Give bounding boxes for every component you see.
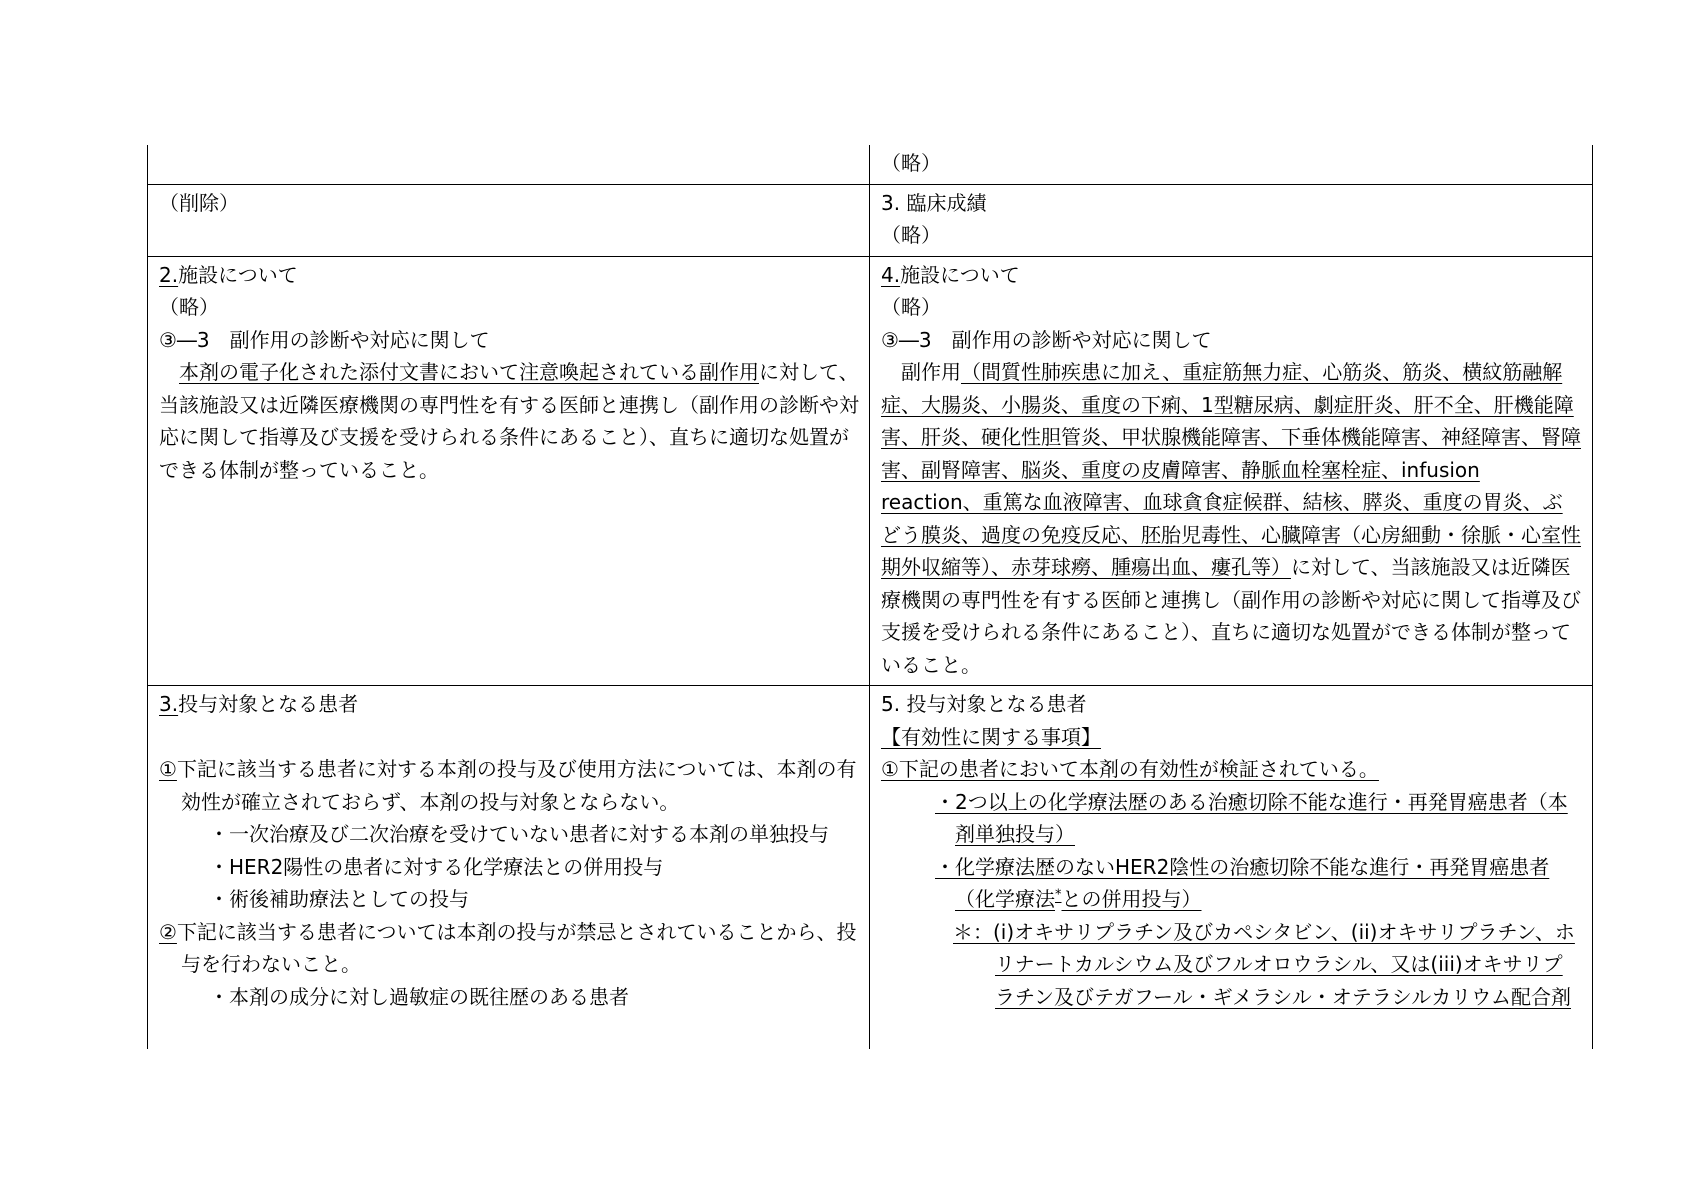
omitted-note: （略）: [881, 151, 941, 175]
underlined-text: （間質性肺疾患に加え、重症筋無力症、心筋炎、筋炎、横紋筋融解症、大腸炎、小腸炎、重度の下痢、1型糖尿病、劇症肝炎、肝不全、肝機能障害、肝炎、硬化性胆管炎、甲状腺機能障害、下垂体機能障害、神経障害、腎障害、副腎障害、脳炎、重度の皮膚障害、静脈血栓塞栓症、infusion reaction、重篤な血液障害、血球貪食症候群、結核、膵炎、重度の胃炎、ぶどう膜炎、過度の免疫反応、胚胎児毒性、心臓障害（心房細動・徐脈・心室性期外収縮等）、赤芽球癆、腫瘍出血、瘻孔等）: [881, 360, 1581, 579]
bullet-item: ・一次治療及び二次治療を受けていない患者に対する本剤の単独投与: [209, 822, 829, 846]
footnote-mark: *: [1055, 887, 1062, 903]
cell-left: [148, 145, 870, 184]
list-item: [159, 753, 859, 818]
section-number: 3.: [159, 692, 179, 716]
bullet-item: ・本剤の成分に対し過敏症の既往歴のある患者: [209, 984, 629, 1009]
list-item: [159, 916, 859, 981]
omitted-note: （略）: [881, 223, 941, 247]
section-title: 施設について: [178, 262, 298, 287]
section-heading: [159, 259, 859, 292]
subsection-heading: [881, 721, 1582, 754]
underlined-text: ・2つ以上の化学療法歴のある治癒切除不能な進行・再発胃癌患者（本剤単独投与）: [935, 789, 1568, 846]
section-title: 施設について: [900, 262, 1020, 287]
cell-left: [148, 686, 870, 1050]
cell-left: [148, 256, 870, 686]
deleted-note: （削除）: [159, 190, 239, 215]
paragraph-text: に対して、当該施設又は近隣医療機関の専門性を有する医師と連携し（副作用の診断や対応に関して指導及び支援を受けられる条件にあること）、直ちに適切な処置ができる体制が整っていること。: [159, 360, 859, 482]
list-item: [881, 753, 1582, 786]
table-row: [148, 686, 1593, 1050]
underlined-text: ＊：(i)オキサリプラチン及びカペシタビン、(ii)オキサリプラチン、ホリナートカルシウム及びフルオロウラシル、又は(iii)オキサリプラチン及びテガフール・ギメラシル・オテラシルカリウム配合剤: [953, 919, 1575, 1009]
section-heading: [881, 259, 1582, 292]
cell-right: [870, 184, 1593, 256]
paragraph-lead: 副作用: [901, 360, 961, 384]
footnote: [881, 916, 1582, 1014]
underlined-text: 【有効性に関する事項】: [881, 724, 1101, 749]
item-text: 下記に該当する患者については本剤の投与が禁忌とされていることから、投与を行わないこと。: [176, 919, 857, 976]
omitted-note: （略）: [159, 295, 219, 319]
underlined-text: 本剤の電子化された添付文書において注意喚起されている副作用: [179, 360, 759, 384]
cell-right: [870, 256, 1593, 686]
item-number: ①: [159, 757, 177, 781]
comparison-table: [147, 145, 1593, 1049]
section-number: 2.: [159, 262, 179, 287]
subsection-heading: ③―3 副作用の診断や対応に関して: [881, 327, 1212, 352]
section-title: 投与対象となる患者: [178, 692, 359, 716]
omitted-note: （略）: [881, 295, 941, 319]
table-row: [148, 256, 1593, 686]
spacer: [159, 721, 859, 754]
section-heading: 5. 投与対象となる患者: [881, 692, 1087, 716]
cell-right: [870, 145, 1593, 184]
cell-right: [870, 686, 1593, 1050]
section-number: 4.: [881, 262, 901, 287]
table-row: [148, 184, 1593, 256]
item-text: 下記に該当する患者に対する本剤の投与及び使用方法については、本剤の有効性が確立されておらず、本剤の投与対象とならない。: [176, 757, 857, 814]
underlined-text: との併用投与）: [1061, 887, 1202, 911]
underlined-text: ・化学療法歴のないHER2陰性の治癒切除不能な進行・再発胃癌患者（化学療法: [935, 854, 1550, 911]
table-row: [148, 145, 1593, 184]
bullet-item: ・術後補助療法としての投与: [209, 887, 469, 911]
section-heading: 3. 臨床成績: [881, 190, 987, 215]
underlined-text: ①下記の患者において本剤の有効性が検証されている。: [881, 757, 1379, 781]
section-heading: [159, 688, 859, 721]
bullet-item: [881, 786, 1582, 851]
item-number: ②: [159, 919, 177, 944]
cell-left: [148, 184, 870, 256]
body-paragraph: [159, 356, 859, 486]
body-paragraph: [881, 356, 1582, 681]
paragraph-text: に対して、当該施設又は近隣医療機関の専門性を有する医師と連携し（副作用の診断や対応に関して指導及び支援を受けられる条件にあること）、直ちに適切な処置ができる体制が整っていること。: [881, 555, 1581, 677]
bullet-item: ・HER2陽性の患者に対する化学療法との併用投与: [209, 854, 664, 879]
bullet-item: [881, 851, 1582, 916]
subsection-heading: ③―3 副作用の診断や対応に関して: [159, 327, 490, 352]
